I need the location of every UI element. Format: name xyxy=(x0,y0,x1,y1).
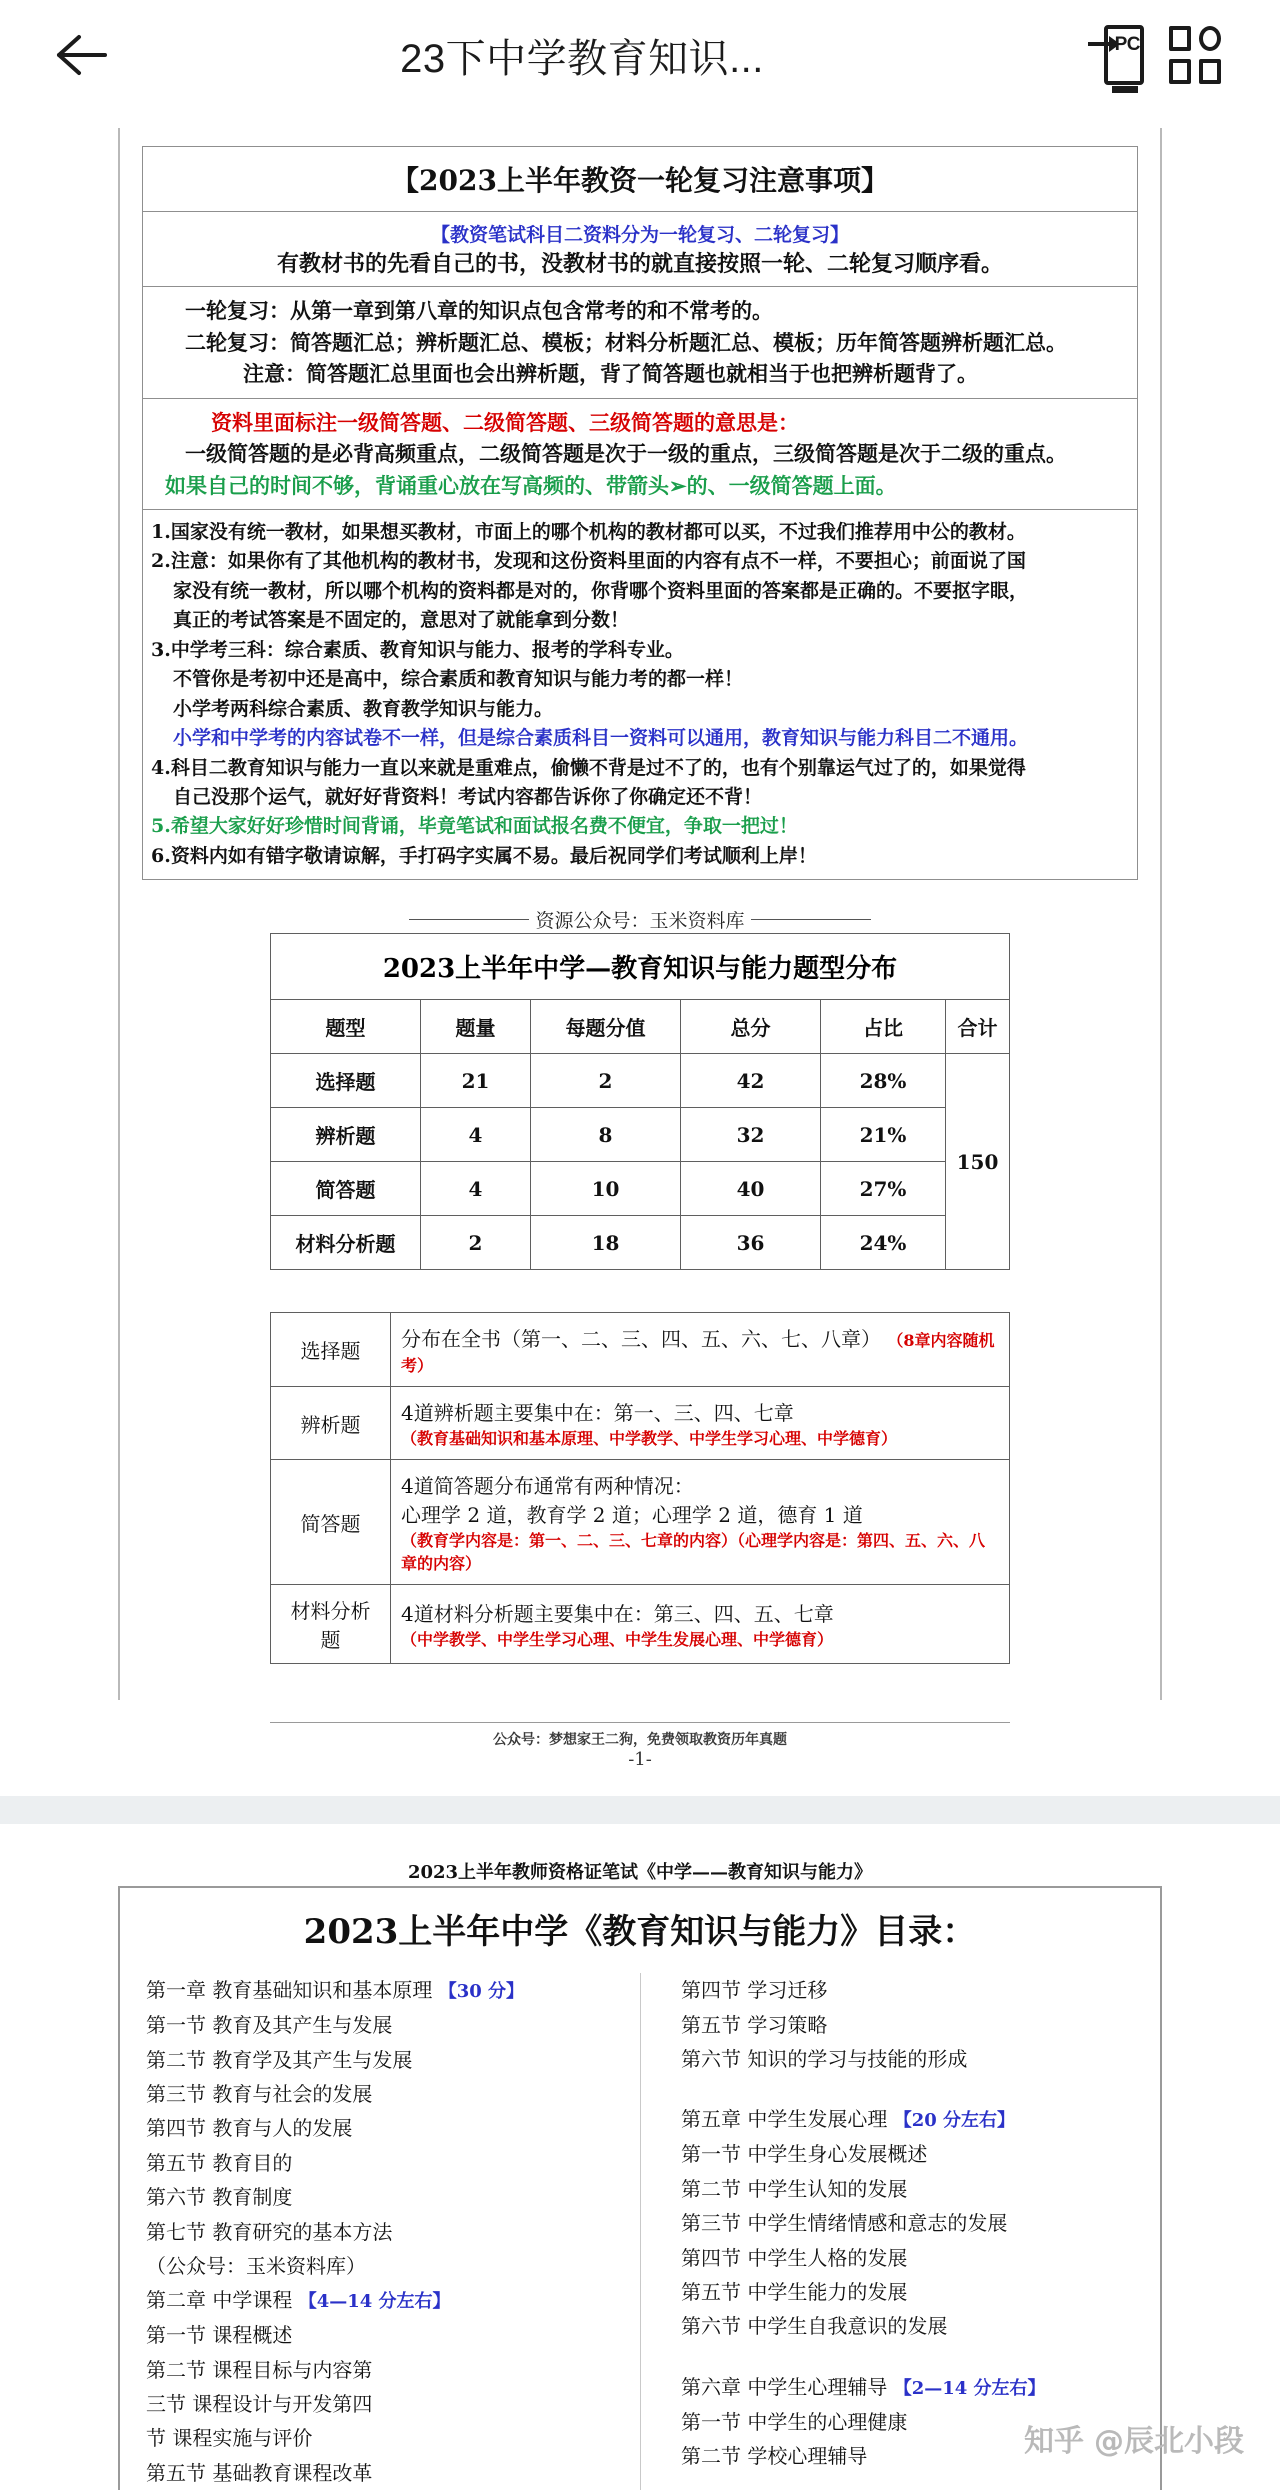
stats-grand-total: 150 xyxy=(946,1054,1010,1270)
page2-frame xyxy=(118,1886,1162,2490)
list-item[interactable] xyxy=(146,2043,626,2077)
stats-col-type: 题型 xyxy=(271,1000,421,1054)
toc-item-text: 第一节 教育及其产生与发展 xyxy=(146,2013,393,2038)
toc-item-text: 第一章 教育基础知识和基本原理 xyxy=(146,1978,433,2003)
dist-r1-red: （8章内容随机考） xyxy=(401,1331,995,1376)
stats-r2-type: 辨析题 xyxy=(271,1108,421,1162)
stats-r2-per: 8 xyxy=(531,1108,681,1162)
document-viewer[interactable] xyxy=(0,110,1280,2490)
list-item[interactable] xyxy=(681,2008,1120,2042)
table-row xyxy=(271,1108,1010,1162)
toc-item-text: 第六节 知识的学习与技能的形成 xyxy=(681,2047,968,2072)
stats-r2-count: 4 xyxy=(421,1108,531,1162)
app-header xyxy=(0,0,1280,110)
question-type-stats-table xyxy=(270,933,1010,1270)
toc-item-text: 第五节 学习策略 xyxy=(681,2012,828,2037)
page2-title: 2023上半年中学《教育知识与能力》目录： xyxy=(303,1912,977,1953)
send-to-pc-icon xyxy=(1090,25,1144,85)
toc-item-text: 第六节 中学生自我意识的发展 xyxy=(681,2314,948,2339)
toc-item-text: 第二节 中学生认知的发展 xyxy=(681,2176,908,2201)
table-row xyxy=(271,1585,1010,1664)
watermark-user: @辰北小段 xyxy=(1094,2424,1244,2460)
list-item[interactable] xyxy=(146,2180,626,2214)
stats-r1-count: 21 xyxy=(421,1054,531,1108)
apps-grid-button[interactable] xyxy=(1156,16,1234,94)
toc-item-text: （公众号：玉米资料库） xyxy=(146,2253,366,2278)
toc-item-text: 第五节 中学生能力的发展 xyxy=(681,2279,908,2304)
list-item[interactable] xyxy=(681,2206,1120,2240)
stats-table-caption: 2023上半年中学—教育知识与能力题型分布 xyxy=(270,933,1010,999)
toc-item-text: 第二节 教育学及其产生与发展 xyxy=(146,2047,413,2072)
stats-r3-total: 40 xyxy=(681,1162,821,1216)
page-title: 23下中学教育知识... xyxy=(400,36,764,81)
toc-item-text: 第四节 学习迁移 xyxy=(681,1978,828,2003)
round-line-1: 一轮复习：从第一章到第八章的知识点包含常考的和不常考的。 xyxy=(185,298,773,323)
round-line-2: 二轮复习：简答题汇总；辨析题汇总、模板；材料分析题汇总、模板；历年简答题辨析题汇总。 xyxy=(185,329,1067,355)
dist-r3-key: 简答题 xyxy=(271,1460,391,1585)
dist-r1-key: 选择题 xyxy=(271,1313,391,1387)
list-item[interactable] xyxy=(146,1973,626,2008)
toc-item-text: 第四节 中学生人格的发展 xyxy=(681,2245,908,2270)
notice-item-2a: 2.注意：如果你有了其他机构的教材书，发现和这份资料里面的内容有点不一样，不要担心；前面说了国 xyxy=(151,550,1026,573)
table-row xyxy=(271,1313,1010,1387)
notice-item-4a: 4.科目二教育知识与能力一直以来就是重难点，偷懒不背是过不了的，也有个别靠运气过了的，如果觉得 xyxy=(151,756,1026,779)
dist-r2-main: 4道辨析题主要集中在：第一、三、四、七章 xyxy=(401,1401,794,1426)
notice-item-4b: 自己没那个运气，就好好背资料！考试内容都告诉你了你确定还不背！ xyxy=(173,785,763,808)
toc-item-text: 第二节 学校心理辅导 xyxy=(681,2444,868,2469)
list-item[interactable] xyxy=(681,2309,1120,2343)
list-item[interactable] xyxy=(681,2405,1120,2439)
table-row xyxy=(271,1054,1010,1108)
list-item[interactable] xyxy=(146,2456,626,2490)
notice-table xyxy=(142,146,1138,880)
notice-subtitle-black: 有教材书的先看自己的书，没教材书的就直接按照一轮、二轮复习顺序看。 xyxy=(276,251,1003,277)
list-item[interactable] xyxy=(146,2077,626,2111)
list-item[interactable] xyxy=(681,2102,1120,2137)
stats-col-total: 总分 xyxy=(681,1000,821,1054)
table-row xyxy=(271,1162,1010,1216)
toc-item-text: 第二章 中学课程 xyxy=(146,2288,293,2313)
toc-item-text: 第四节 教育与人的发展 xyxy=(146,2116,353,2141)
stats-r1-per: 2 xyxy=(531,1054,681,1108)
page-gap xyxy=(0,1796,1280,1824)
stats-r4-type: 材料分析题 xyxy=(271,1216,421,1270)
stats-r3-per: 10 xyxy=(531,1162,681,1216)
level-note-red: 资料里面标注一级简答题、二级简答题、三级简答题的意思是： xyxy=(211,409,799,435)
list-item[interactable] xyxy=(681,2172,1120,2206)
list-item[interactable] xyxy=(146,2283,626,2318)
toc-spacer xyxy=(681,2076,1120,2102)
dist-r4-key: 材料分析题 xyxy=(271,1585,391,1664)
dist-r4-main: 4道材料分析题主要集中在：第三、四、五、七章 xyxy=(401,1602,834,1627)
toc-item-text: 第六节 教育制度 xyxy=(146,2185,293,2210)
stats-r1-total: 42 xyxy=(681,1054,821,1108)
list-item[interactable] xyxy=(681,2042,1120,2076)
round-line-3: 注意：简答题汇总里面也会出辨析题，背了简答题也就相当于也把辨析题背了。 xyxy=(243,361,978,386)
notice-item-2c: 真正的考试答案是不固定的，意思对了就能拿到分数！ xyxy=(173,609,630,632)
toc-item-text: 第五章 中学生发展心理 xyxy=(681,2107,888,2132)
stats-r2-total: 32 xyxy=(681,1108,821,1162)
stats-r3-type: 简答题 xyxy=(271,1162,421,1216)
toc-item-text: 第三节 中学生情绪情感和意志的发展 xyxy=(681,2211,1008,2236)
notice-item-3b: 不管你是考初中还是高中，综合素质和教育知识与能力考的都一样！ xyxy=(173,668,744,691)
stats-r4-total: 36 xyxy=(681,1216,821,1270)
stats-r2-pct: 21% xyxy=(821,1108,946,1162)
toc-item-score: 【20 分左右】 xyxy=(893,2110,1016,2132)
stats-r4-count: 2 xyxy=(421,1216,531,1270)
toc-item-text: 第一节 中学生的心理健康 xyxy=(681,2409,908,2434)
stats-col-pct: 占比 xyxy=(821,1000,946,1054)
notice-subtitle-blue: 【教资笔试科目二资料分为一轮复习、二轮复习】 xyxy=(430,224,849,246)
list-item[interactable] xyxy=(146,2215,626,2249)
toc-item-text: 第三节 教育与社会的发展 xyxy=(146,2081,373,2106)
question-distribution-table xyxy=(270,1312,1010,1664)
stats-r4-per: 18 xyxy=(531,1216,681,1270)
toc-item-score: 【30 分】 xyxy=(438,1981,525,2003)
document-page-2 xyxy=(0,1824,1280,2490)
toc-item-text: 第五节 教育目的 xyxy=(146,2150,293,2175)
toc-item-text: 三节 课程设计与开发第四 xyxy=(146,2392,373,2417)
resource-account-text: 资源公众号：玉米资料库 xyxy=(535,910,745,933)
notice-item-blue: 小学和中学考的内容试卷不一样，但是综合素质科目一资料可以通用，教育知识与能力科目二不通用。 xyxy=(173,727,1029,750)
toc-item-score: 【2—14 分左右】 xyxy=(893,2377,1046,2399)
list-item[interactable] xyxy=(146,2421,626,2455)
list-item[interactable] xyxy=(681,2241,1120,2275)
toc-item-text: 第五节 基础教育课程改革 xyxy=(146,2460,373,2485)
toc-item-score: 【4—14 分左右】 xyxy=(298,2291,451,2313)
dist-r2-red: （教育基础知识和基本原理、中学教学、中学生学习心理、中学德育） xyxy=(401,1429,898,1449)
stats-r4-pct: 24% xyxy=(821,1216,946,1270)
stats-r1-pct: 28% xyxy=(821,1054,946,1108)
notice-item-1: 1.国家没有统一教材，如果想买教材，市面上的哪个机构的教材都可以买，不过我们推荐用中公的教材。 xyxy=(151,521,1026,543)
toc-item-text: 第七节 教育研究的基本方法 xyxy=(146,2219,393,2244)
list-item[interactable] xyxy=(681,2137,1120,2171)
list-item[interactable] xyxy=(681,2370,1120,2405)
list-item[interactable] xyxy=(146,2111,626,2145)
table-row xyxy=(271,1387,1010,1460)
document-page-1 xyxy=(0,110,1280,1796)
notice-item-6: 6.资料内如有错字敬请谅解，手打码字实属不易。最后祝同学们考试顺利上岸！ xyxy=(151,844,817,867)
footer-page-number: -1- xyxy=(628,1749,652,1771)
table-row xyxy=(271,1216,1010,1270)
watermark-brand: 知乎 xyxy=(1024,2424,1084,2460)
table-row xyxy=(271,1460,1010,1585)
stats-r3-count: 4 xyxy=(421,1162,531,1216)
toc-item-text: 节 课程实施与评价 xyxy=(146,2426,313,2451)
apps-grid-icon xyxy=(1169,26,1221,84)
toc-right-column xyxy=(640,1973,1134,2490)
dist-r3-main: 4道简答题分布通常有两种情况： xyxy=(401,1474,694,1499)
stats-col-count: 题量 xyxy=(421,1000,531,1054)
toc-item-text: 第一节 课程概述 xyxy=(146,2323,293,2348)
footer-account-text: 公众号：梦想家王二狗，免费领取教资历年真题 xyxy=(493,1732,787,1749)
page1-footer xyxy=(270,1722,1010,1770)
dist-r3-sub: 心理学 2 道，教育学 2 道；心理学 2 道，德育 1 道 xyxy=(401,1503,863,1528)
notice-item-3a: 3.中学考三科：综合素质、教育知识与能力、报考的学科专业。 xyxy=(151,638,684,661)
list-item[interactable] xyxy=(681,2275,1120,2309)
toc-spacer xyxy=(681,2344,1120,2370)
send-to-pc-button[interactable] xyxy=(1078,16,1156,94)
notice-title: 【2023上半年教资一轮复习注意事项】 xyxy=(143,147,1138,212)
toc-item-text: 第六章 中学生心理辅导 xyxy=(681,2374,888,2399)
list-item[interactable] xyxy=(146,2318,626,2352)
dist-r4-red: （中学教学、中学生学习心理、中学生发展心理、中学德育） xyxy=(401,1630,834,1650)
page1-frame xyxy=(118,128,1162,1700)
send-to-pc-label: PC xyxy=(1114,34,1140,55)
level-note-black: 一级简答题的是必背高频重点，二级简答题是次于一级的重点，三级简答题是次于二级的重点。 xyxy=(185,441,1067,466)
stats-col-per: 每题分值 xyxy=(531,1000,681,1054)
stats-header-row xyxy=(271,1000,1010,1054)
list-item[interactable] xyxy=(146,2353,626,2387)
list-item[interactable] xyxy=(146,2387,626,2421)
notice-item-3c: 小学考两科综合素质、教育教学知识与能力。 xyxy=(173,697,554,720)
stats-r1-type: 选择题 xyxy=(271,1054,421,1108)
page2-running-head: 2023上半年教师资格证笔试《中学——教育知识与能力》 xyxy=(407,1862,873,1884)
level-note-green: 如果自己的时间不够，背诵重心放在写高频的、带箭头➢的、一级简答题上面。 xyxy=(165,472,897,498)
toc-columns xyxy=(146,1973,1134,2490)
dist-r2-key: 辨析题 xyxy=(271,1387,391,1460)
toc-left-column xyxy=(146,1973,640,2490)
list-item[interactable] xyxy=(146,2146,626,2180)
stats-r3-pct: 27% xyxy=(821,1162,946,1216)
toc-item-text: 第二节 课程目标与内容第 xyxy=(146,2357,373,2382)
list-item xyxy=(146,2249,626,2283)
list-item[interactable] xyxy=(681,2439,1120,2473)
notice-item-2b: 家没有统一教材，所以哪个机构的资料都是对的，你背哪个资料里面的答案都是正确的。不要抠字眼， xyxy=(173,579,1029,602)
notice-item-5: 5.希望大家好好珍惜时间背诵，毕竟笔试和面试报名费不便宜，争取一把过！ xyxy=(151,815,798,838)
list-item[interactable] xyxy=(681,1973,1120,2007)
dist-r3-red: （教育学内容是：第一、二、三、七章的内容）（心理学内容是：第四、五、六、八章的内容） xyxy=(401,1531,986,1574)
toc-item-text: 第一节 中学生身心发展概述 xyxy=(681,2142,928,2167)
list-item[interactable] xyxy=(146,2008,626,2042)
stats-col-sum: 合计 xyxy=(946,1000,1010,1054)
resource-account-line xyxy=(142,906,1138,933)
dist-r1-main: 分布在全书（第一、二、三、四、五、六、七、八章） xyxy=(401,1327,881,1352)
